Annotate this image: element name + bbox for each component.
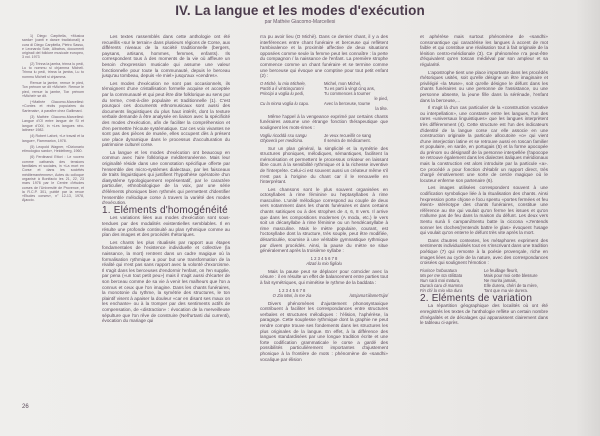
footnote: Remue la jambe, remue le pied, Ton prénom se dit «Michel». Remue le pied, remue la jambe, Ton prénom «Michel» se dit. [22, 80, 84, 98]
verse-line: la tête. [375, 105, 388, 111]
verse-line: Tant que ma vie durera. [484, 287, 528, 293]
verse-line: Mais pour moi cette blessure [484, 272, 538, 278]
verse-line: Je veux recueillir ce sang [324, 132, 372, 138]
verse-original [260, 133, 324, 143]
paragraph: Il s'agit là d'un cas particulier de la «construction vocative ou interpellation», une constante entre les langues, l'un des rares «universaux linguistiques» que les langues interprètent très différemment (4). Cette structure est l'un des indicateurs d'identité de la langue corse car elle associe en une construction originale la particule allocutoire «o» qui vient d'une interjection latine et se retrouve aussi en toscan familier et populaire, en sarde, en portugais (5) et la forme apocopée du prénom ou désignatif de la personne interpellée (l'apocope se retrouve également dans les dialectes italiques méridionaux mais la construction est alors introduite par la particule «a». Ce procédé a pour fonction d'établir un rapport direct, très chargé émotivement une sorte de cercle magique où le locuteur enferme son partenaire (6). [420, 105, 548, 183]
verse-line: Nun sarà mai matura, [420, 277, 461, 283]
verse-line: Partiti a li vintcinqu'anni [260, 85, 304, 91]
text-column-3 [420, 34, 548, 328]
footnote: (4) Robert Lafont, «Le travail et la langue», Flammarion, 1978. [22, 134, 84, 143]
verse-block [260, 81, 388, 111]
scansion-example [260, 256, 388, 266]
verse-line: Cu la ninna voglia lu capu. [260, 100, 310, 106]
page-number: 26 [22, 404, 29, 410]
paragraph: Même l'appel à la vengeance exprimé par certains chants funéraires assume une étrange fonction thérapeutique que soulignent les mots-rimes : [260, 113, 388, 130]
verse-line: Il servira de médicament. [324, 137, 371, 143]
scansion-line: O Zia Mari, la me zia [272, 292, 312, 298]
syllable-numbers: 1 2 3 4 5 6 7 8 [278, 287, 306, 293]
text-column-1 [102, 34, 230, 326]
verse-block [260, 133, 388, 143]
paragraph: Les chants les plus ritualisés par rapport aux étapes fondamentales de l'existence individuelle et collective (la naissance, la mort) rentrent dans un cadre magique où la formalisation rythmique a pour but une transformation de la réalité qui n'est pas sans rapport avec la volonté d'exorcisme. Il s'agit dans les berceuses d'endormir l'enfant, on l'en supplie, par pena («un tout petit peu») mais il s'agit aussi d'écarter de son berceau comme de sa vie à venir les malheurs que l'on a connus et ceux que l'on imagine. Dans les chants funéraires, la monotonie du rythme, la symétrie des structures, le ton plaintif visent à apaiser la douleur «car en disant ses maux on les enchante» ou à la tromper par des sentiments actifs de compensation, de «distraction» : évocation de la merveilleuse sépulture que l'on rêve de construire (Nell'urtanti dui currenti), évocation du mariage qui [102, 239, 230, 324]
verse-line: Fiurisce l'arburatura [420, 267, 457, 273]
footnote: (2) Trinna la jamba, trinna lu pedi, Lu to nommu si chjamma Micheli. Trinna lu pedi, trinna la jamba, Lu to nommu Micheli si chjamma. [22, 61, 84, 79]
section-heading: 2. Eléments de variation [420, 292, 533, 304]
paragraph: et aphérèse mais surtout phénomène de «sandhi» consonantique qui caractérise les langues à accent de mot faible et qui constitue une réalisation tout à fait originale de la lénition centro-méridionale (3). Ce phénomène n'a peut-être d'équivalent qu'en toscan médiéval par son ampleur et sa régularité. [420, 34, 548, 67]
paragraph: La répartition géographique des localités où ont été enregistrés les textes de l'anthologie reflète un certain nombre d'inégalités et de décalages qui apparaissent clairement dans le tableau ci-après. [420, 303, 548, 326]
author-byline: par Mathée Giacomo-Marcellesi [264, 19, 336, 25]
verse-line: Michel, mon Michel, [324, 80, 362, 86]
paragraph: L'apostrophe tient une place importante dans les procédés rhétoriques usités, soit qu'elle désigne un être imaginaire et privilégié «la Muse», soit qu'elle désigne le défunt dans les chants funéraires ou une personne de l'assistance, ou une personne absente, la jeune fille dans la sérénade, l'enfant dans la berceuse,... [420, 69, 548, 103]
footnotes-column [22, 34, 84, 205]
verse-block [420, 268, 548, 293]
scansion-line: Alzati lu mio figliolu [306, 260, 342, 266]
paragraph: Mais la pause peut se déplacer pour coïncider avec la césure : il en résulte un effet de balancement entre parties tout à fait symétriques, qui mimétise le rythme de la baddata : [260, 268, 388, 285]
section-heading: 1. Eléments d'homogénéité [102, 204, 228, 216]
verse-line: Avec la berceuse, tourne [324, 100, 371, 106]
verse-line: Durarà caru di mamma [420, 282, 463, 288]
footnote: 1) Diego Carpitella, «Musica sarda» (canti e danze tradizionali) a cura di Diego Carpitella, Pietro Sassu, e Leonardo Sole, Albatros, documenti originali del folklore musicale europeo, 3 vol. 1973 [22, 34, 84, 60]
paragraph: Les modes d'exécution ne sont pas occasionnels, ils témoignent d'une cristallisation formelle acquise et acceptée par la communauté et qui peut être dite folklorique au sens pur du terme, c'est-à-dire populaire et traditionnelle (1). C'est pourquoi ces documents ethnomusicaux sont aussi des documents linguistiques du plus haut intérêt, dont la texture verbale demande à être analysée en liaison avec la spécificité des modes d'exécution, afin de faciliter la compréhension et d'en permettre l'écoute systématique. Car ces voix vivantes ne sont pas des pièces de musée, elles occupent dès à présent une place dynamique dans le processus d'acculturation du patrimoine culturel corse. [102, 80, 230, 148]
verse-line: Principi a voglia lu pedi, [260, 90, 304, 96]
verse-line: Ghjoverà per medicina. [260, 137, 304, 143]
paragraph: n'a pu avoir lieu (O Michè). Dans ce dernier chant, il y a des interférences entre chant funéraire et berceuse qui reflètent l'ambivalence et la proximité affective de deux situations opposées comme seule la femme peut les connaître : la perte du compagnon / la naissance de l'enfant. La première strophe commence comme un chant funéraire et se termine comme une berceuse qui évoque une comptine pour tout petit enfant (2) : [260, 34, 388, 79]
footnote: (6) Ferdinand Ettori : Le vocero comme catharsis des tensions familiales et sociales, in «La mort en Corse et dans les sociétés méditerranéennes», Actes du colloque organisé à Bonifacio les 21, 22, 23 mars 1976 par le Centre d'études corses de l'Université de Provence, et la R.C.P. 301, publié par la revue «Etudes corses», n° 12-13, 1978, Ajaccio. [22, 155, 84, 203]
verse-original [420, 268, 484, 293]
verse-line: O Michè, lu mio Michele, [260, 80, 306, 86]
verse-translation [324, 81, 388, 111]
phonetic-transcription [324, 288, 388, 298]
footnote: (3) Mathée Giacomo-Marcellesi: Langue d'Oï entre langue de Si et langue d'Oüï, in «Les langues néo-latines» 1982. [22, 115, 84, 132]
verse-line: Vogliu ricoddà ssu sangu [260, 132, 307, 138]
phonetic-line: /otsjama'riilame'tsija/ [349, 292, 388, 298]
verse-line: Tu es parti à vingt cinq ans, [324, 85, 376, 91]
verse-translation [324, 133, 388, 143]
scansion-example [260, 288, 388, 298]
verse-line: Elle durera, chéri de ta mère, [484, 282, 538, 288]
paragraph: Les chansons sont le plus souvent organisées en octosyllabes à rime féminine ou heptasyllabes à rime masculine. L'unité mélodique correspond au couple de deux vers notamment dans les chants funéraires et dans certains chants satiriques ou à des strophes de 4, 6, 8 vers. Il arrive que dans les compositions modernes (A moda, etc.) le vers soit un décasyllabe à rime féminine ou un hendécasyllabe à rime masculine. Mais le mètre populaire, courant, est l'octosyllabe dont la structure, très souple, peut être modifiée, désarticulée, soumise à une véritable gymnastique rythmique par divers procédés. Ainsi, la pause du mètre se situe généralement après la troisième syllabe : [260, 186, 388, 254]
verse-line: Tu commences à tourner [324, 90, 371, 96]
paragraph: Les textes rassemblés dans cette anthologie ont été recueillis «sur le terrain» dans plusieurs régions de Corse, aux différents niveaux de la société traditionnelle (bergers, paysans, artisans, hommes, femmes, enfants). Ils correspondent tous à des moments de la vie où affleure un besoin d'expression musicale qui assume une valeur fonctionnelle pour toute la communauté, depuis le berceau jusqu'au tombeau, depuis «le miel» jusqu'aux «cendres». [102, 34, 230, 79]
paragraph: Les images utilisées correspondent souvent à une codification symbolique liée à la ritualisation des chants. Ainsi l'expression porte chjose e focu spentu «portes fermées et feu éteint» stéréotype des chants funéraires, constitue une référence au rite qui voulait qu'on ferme les issues et qu'on n'allume pas de feu dans la maison du défunt. Les deux vers Sentu sunà li campani/Sentu batte la ciccona «J'entends sonner les cloches/j'entends battre le glas» évoquent l'usage qui voulait qu'on enterre le défunt très vite après la mort. [420, 185, 548, 236]
paragraph: Sur un plan général, la simplicité et la symétrie des structures phoniques, mélodiques, sémantiques, facilitent la mémorisation et permettent le processus créateur en laissant libre cours à la sensibilité rythmique et à la richesse inventive de l'interprète. Celui-ci est souvent aussi un créateur même s'il n'est pas à l'origine du chant car il le renouvelle en l'interprétant. [260, 145, 388, 185]
verse-line: Le feuillage fleurit, [484, 267, 518, 273]
footnote: (+Mathée Giacomo-Marcellesi: «Contes et récits populaires du Sartenais», à paraître chez Gallimard. [22, 100, 84, 113]
verse-line: Ma per me sta stilittata [420, 272, 463, 278]
paragraph: Les variations liées aux modes d'exécution sont sous-tendues par des modalités existentielles semblables. Il en résulte une profonde continuité au plan rythmique comme au plan des images et des procédés rhétoriques. [102, 215, 230, 238]
verse-translation [484, 268, 548, 293]
verse-line: Ne murira jamais, [484, 277, 517, 283]
paragraph: Dans d'autres contextes, les métaphores expriment des sentiments individualisés tout en s'inscrivant dans une tradition poétique (7) qui remonte à la poésie provençale, riche en images liées au cycle de la nature, avec des correspondances croisées qui soulignent l'émotion : [420, 237, 548, 266]
verse-line: le pied, [374, 95, 388, 101]
verse-line: Fin chì la mio vita dura [420, 287, 463, 293]
scansion-original [260, 288, 324, 298]
footnote: (5) Leopold Wagner, «Dizionario etimologico sardo», Heidelberg, 1960. [22, 144, 84, 154]
syllable-numbers: 1 2 3 4 5 6 7 8 [310, 255, 338, 261]
verse-original [260, 81, 324, 111]
chapter-title: IV. La langue et les modes d'exécution [175, 3, 425, 18]
text-column-2 [260, 34, 388, 364]
paragraph: La langue et les modes d'exécution ont beaucoup en commun avec l'aire folklorique méditerranéenne. Mais leur originalité réside dans une connotation spécifique offerte par l'ensemble des micro-systèmes dialectaux, par les faisceaux de traits linguistiques qui justifient l'hypothèse opératoire d'un diasystème typologiquement représentatif, par le caractère particulier, ethnobiologique de la voix, par une série d'éléments phoniques bien rythmés qui permettent d'identifier l'ensemble mélodique corse à travers la variété des modes d'exécution. [102, 149, 230, 206]
paragraph: Divers phénomènes d'ajustement phonosyntaxique contribuent à faciliter les correspondances entre structures verbales et structures mélodiques : l'élision, l'aphérèse, la paragoge. Cette souplesse rythmique dont la graphie ne peut rendre compte trouve ses fondements dans les structures les plus originales de la langue. En effet, à la différence des langues standardisées par une longue tradition écrite et une forte codification grammaticale le corse a gardé des possibilités particulièrement importantes d'ajustement phonique à la frontière de mots : phénomène de «sandhi» vocalique par élision [260, 300, 388, 362]
